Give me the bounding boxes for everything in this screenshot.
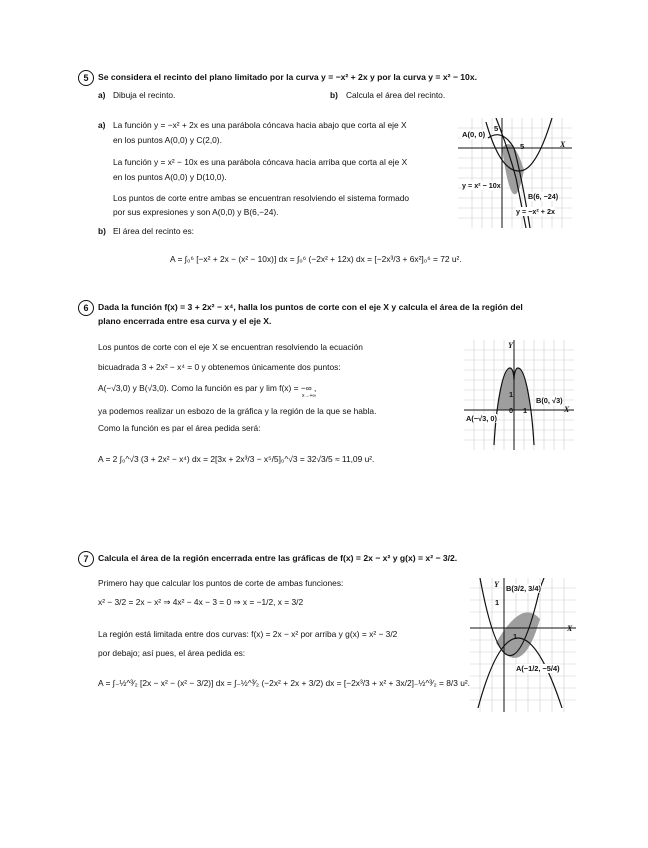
ex5-sol-a-label: a) — [98, 120, 106, 130]
ex7-p3: La región está limitada entre dos curvas: f(x) = 2x − x² por arriba y g(x) = x² − 3/2 — [98, 629, 398, 639]
ex5-label-A: A(0, 0) — [462, 130, 486, 139]
ex6-tick-0: 0 — [509, 406, 514, 415]
ex6-label-B: B(0, √3) — [536, 396, 563, 405]
ex6-graph — [464, 340, 574, 450]
ex5-sol-b-text: El área del recinto es: — [113, 226, 195, 236]
ex6-area-formula: A = 2 ∫₀^√3 (3 + 2x² − x⁴) dx = 2[3x + 2x³/3 − x⁵/5]₀^√3 = 32√3/5 ≈ 11,09 u². — [98, 454, 375, 464]
ex5-area-formula: A = ∫₀⁶ [−x² + 2x − (x² − 10x)] dx = ∫₀⁶ (−2x² + 12x) dx = [−2x³/3 + 6x²]₀⁶ = 72 u². — [170, 254, 462, 264]
ex6-axis-x: X — [564, 405, 570, 414]
exercise-5-statement: Se considera el recinto del plano limitado por la curva y = −x² + 2x y por la curva y = x² − 10x. — [98, 72, 478, 82]
exercise-7-statement: Calcula el área de la región encerrada entre las gráficas de f(x) = 2x − x² y g(x) = x² − 3/2. — [98, 553, 458, 563]
ex7-tick-1x: 1 — [513, 632, 518, 641]
ex6-p5: Como la función es par el área pedida será: — [98, 423, 261, 433]
ex7-axis-x: X — [567, 624, 573, 633]
ex5-tick-x: 5 — [520, 142, 525, 151]
exercise-5-number: 5 — [78, 70, 94, 86]
ex7-axis-y: Y — [494, 580, 499, 589]
ex6-label-A: A(−√3, 0) — [466, 414, 497, 423]
ex5-part-a-text: Dibuja el recinto. — [113, 90, 176, 100]
ex6-tick-1y: 1 — [509, 390, 514, 399]
ex5-sol-b-label: b) — [98, 226, 106, 236]
ex7-tick-1y: 1 — [495, 598, 500, 607]
ex5-sol-a-p2: La función y = x² − 10x es una parábola cóncava hacia arriba que corta al eje X — [113, 157, 408, 167]
exercise-7-number: 7 — [78, 551, 94, 567]
exercise-6-statement-1: Dada la función f(x) = 3 + 2x² − x⁴, halla los puntos de corte con el eje X y calcula el área de la región del — [98, 302, 523, 312]
ex6-p3-sub: x→+∞ — [302, 393, 316, 399]
ex6-axis-y: Y — [508, 341, 513, 350]
ex5-part-b-text: Calcula el área del recinto. — [346, 90, 446, 100]
ex5-label-g: y = −x² + 2x — [516, 207, 555, 216]
ex5-axis-x: X — [560, 140, 566, 149]
ex5-sol-a-p1b: en los puntos A(0,0) y C(2,0). — [113, 135, 222, 145]
ex7-p2: x² − 3/2 = 2x − x² ⇒ 4x² − 4x − 3 = 0 ⇒ x = −1/2, x = 3/2 — [98, 597, 304, 607]
ex5-sol-a-p1: La función y = −x² + 2x es una parábola cóncava hacia abajo que corta al eje X — [113, 120, 407, 130]
ex7-label-A: A(−1/2, −5/4) — [516, 664, 560, 673]
ex6-tick-1x: 1 — [523, 406, 528, 415]
ex6-p3: A(−√3,0) y B(√3,0). Como la función es par y lim f(x) = −∞ , — [98, 383, 317, 393]
ex5-sol-a-p3: Los puntos de corte entre ambas se encuentran resolviendo el sistema formado — [113, 193, 410, 203]
exercise-6-statement-2: plano encerrada entre esa curva y el eje X. — [98, 316, 272, 326]
ex6-p2: bicuadrada 3 + 2x² − x⁴ = 0 y obtenemos únicamente dos puntos: — [98, 362, 341, 372]
ex5-sol-a-p3b: por sus expresiones y son A(0,0) y B(6,−24). — [113, 207, 279, 217]
exercise-6-number: 6 — [78, 300, 94, 316]
ex5-label-B: B(6, −24) — [528, 192, 559, 201]
ex7-p1: Primero hay que calcular los puntos de corte de ambas funciones: — [98, 578, 344, 588]
ex5-label-f: y = x² − 10x — [462, 181, 501, 190]
ex7-graph — [470, 578, 576, 712]
ex5-tick-y: 5 — [494, 124, 499, 133]
ex5-part-b-label: b) — [330, 90, 338, 100]
ex7-p4: por debajo; así pues, el área pedida es: — [98, 648, 246, 658]
ex6-p4: ya podemos realizar un esbozo de la gráfica y la región de la que se habla. — [98, 406, 377, 416]
ex5-part-a-label: a) — [98, 90, 106, 100]
ex5-sol-a-p2b: en los puntos A(0,0) y D(10,0). — [113, 172, 227, 182]
ex7-area-formula: A = ∫₋½^³⁄₂ [2x − x² − (x² − 3/2)] dx = ∫₋½^³⁄₂ (−2x² + 2x + 3/2) dx = [−2x³/3 + x² + 3x/2]₋½^³⁄₂ = 8/3 u². — [98, 678, 470, 688]
ex6-p1: Los puntos de corte con el eje X se encuentran resolviendo la ecuación — [98, 342, 363, 352]
ex7-label-B: B(3/2, 3/4) — [506, 584, 541, 593]
